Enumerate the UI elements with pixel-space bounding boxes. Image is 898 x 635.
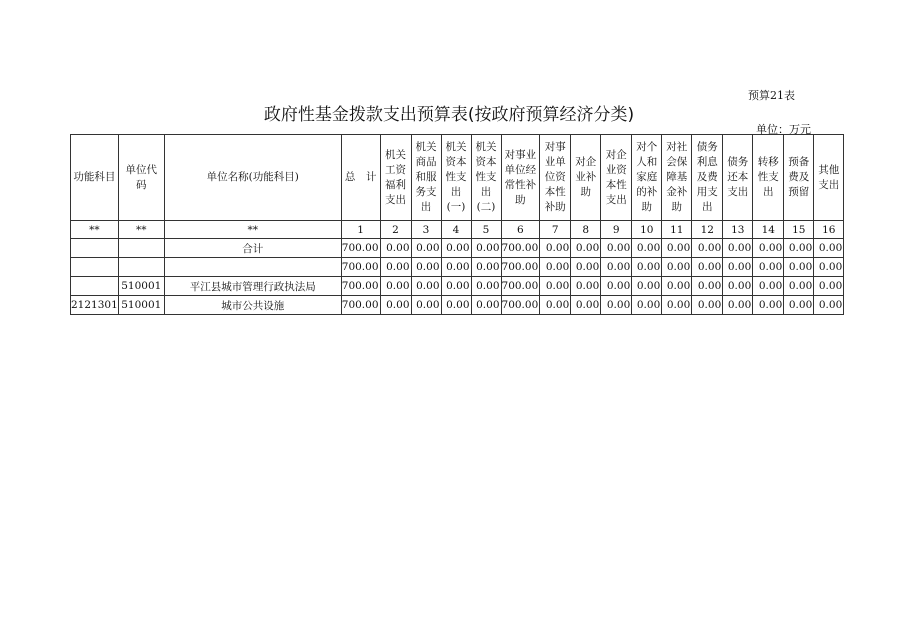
index-cell: 12 <box>692 221 723 239</box>
unit-name-cell: 城市公共设施 <box>164 296 341 315</box>
value-cell: 0.00 <box>601 296 632 315</box>
value-cell: 700.00 <box>341 296 380 315</box>
header-cell: 总 计 <box>341 135 380 221</box>
value-cell: 0.00 <box>662 239 692 258</box>
value-cell: 0.00 <box>662 258 692 277</box>
table-row <box>71 239 844 258</box>
value-cell: 0.00 <box>662 277 692 296</box>
header-cell: 单位代码 <box>118 135 164 221</box>
func-code-cell: 2121301 <box>71 296 119 315</box>
value-cell: 0.00 <box>471 277 501 296</box>
header-cell: 对事业单位经常性补助 <box>501 135 540 221</box>
header-cell: 对社会保障基金补助 <box>662 135 692 221</box>
value-cell: 0.00 <box>723 258 753 277</box>
value-cell: 0.00 <box>380 277 411 296</box>
unit-name-cell: 平江县城市管理行政执法局 <box>164 277 341 296</box>
index-cell: 13 <box>723 221 753 239</box>
value-cell: 700.00 <box>501 296 540 315</box>
value-cell: 0.00 <box>380 296 411 315</box>
index-cell: 4 <box>441 221 471 239</box>
header-cell: 对个人和家庭的补助 <box>632 135 662 221</box>
index-cell: ** <box>164 221 341 239</box>
func-code-cell <box>71 239 119 258</box>
unit-code-cell: 510001 <box>118 277 164 296</box>
value-cell: 0.00 <box>441 239 471 258</box>
value-cell: 0.00 <box>784 277 814 296</box>
header-cell: 转移性支出 <box>753 135 784 221</box>
index-cell: 10 <box>632 221 662 239</box>
value-cell: 0.00 <box>571 296 601 315</box>
index-cell: 7 <box>540 221 571 239</box>
header-cell: 债务利息及费用支出 <box>692 135 723 221</box>
header-cell: 机关资本性支出(二) <box>471 135 501 221</box>
value-cell: 0.00 <box>540 296 571 315</box>
value-cell: 700.00 <box>341 277 380 296</box>
value-cell: 0.00 <box>784 258 814 277</box>
value-cell: 0.00 <box>784 296 814 315</box>
index-row <box>71 221 844 239</box>
value-cell: 0.00 <box>814 296 844 315</box>
table-row <box>71 277 844 296</box>
value-cell: 0.00 <box>411 258 441 277</box>
unit-name-cell <box>164 258 341 277</box>
value-cell: 700.00 <box>341 258 380 277</box>
func-code-cell <box>71 258 119 277</box>
form-number: 预算21表 <box>748 89 795 102</box>
value-cell: 0.00 <box>632 258 662 277</box>
header-cell: 对企业资本性支出 <box>601 135 632 221</box>
value-cell: 0.00 <box>540 277 571 296</box>
value-cell: 0.00 <box>753 258 784 277</box>
func-code-cell <box>71 277 119 296</box>
unit-code-cell <box>118 239 164 258</box>
unit-label: 单位：万元 <box>756 123 811 136</box>
value-cell: 0.00 <box>632 277 662 296</box>
value-cell: 0.00 <box>441 296 471 315</box>
index-cell: 1 <box>341 221 380 239</box>
index-cell: 16 <box>814 221 844 239</box>
header-cell: 机关工资福利支出 <box>380 135 411 221</box>
header-cell: 对事业单位资本性补助 <box>540 135 571 221</box>
value-cell: 0.00 <box>411 239 441 258</box>
value-cell: 0.00 <box>540 239 571 258</box>
value-cell: 0.00 <box>411 277 441 296</box>
page-title: 政府性基金拨款支出预算表(按政府预算经济分类) <box>263 105 635 125</box>
value-cell: 0.00 <box>540 258 571 277</box>
value-cell: 0.00 <box>380 239 411 258</box>
value-cell: 0.00 <box>784 239 814 258</box>
index-cell: 6 <box>501 221 540 239</box>
value-cell: 0.00 <box>692 296 723 315</box>
value-cell: 0.00 <box>441 258 471 277</box>
value-cell: 0.00 <box>814 277 844 296</box>
header-cell: 机关资本性支出(一) <box>441 135 471 221</box>
budget-table <box>70 134 844 315</box>
value-cell: 0.00 <box>692 277 723 296</box>
value-cell: 0.00 <box>692 239 723 258</box>
index-cell: 11 <box>662 221 692 239</box>
index-cell: 15 <box>784 221 814 239</box>
value-cell: 0.00 <box>662 296 692 315</box>
header-cell: 债务还本支出 <box>723 135 753 221</box>
value-cell: 0.00 <box>571 277 601 296</box>
value-cell: 0.00 <box>601 239 632 258</box>
value-cell: 0.00 <box>753 277 784 296</box>
header-cell: 机关商品和服务支出 <box>411 135 441 221</box>
header-row <box>71 135 844 221</box>
header-cell: 功能科目 <box>71 135 119 221</box>
value-cell: 0.00 <box>571 258 601 277</box>
header-cell: 对企业补助 <box>571 135 601 221</box>
table-row <box>71 258 844 277</box>
value-cell: 0.00 <box>411 296 441 315</box>
value-cell: 0.00 <box>571 239 601 258</box>
unit-code-cell <box>118 258 164 277</box>
value-cell: 0.00 <box>632 296 662 315</box>
value-cell: 0.00 <box>380 258 411 277</box>
index-cell: 14 <box>753 221 784 239</box>
header-cell: 其他支出 <box>814 135 844 221</box>
value-cell: 0.00 <box>723 296 753 315</box>
value-cell: 0.00 <box>753 296 784 315</box>
index-cell: 9 <box>601 221 632 239</box>
value-cell: 0.00 <box>471 296 501 315</box>
value-cell: 0.00 <box>723 277 753 296</box>
value-cell: 0.00 <box>471 258 501 277</box>
index-cell: 2 <box>380 221 411 239</box>
index-cell: 5 <box>471 221 501 239</box>
value-cell: 0.00 <box>632 239 662 258</box>
value-cell: 0.00 <box>814 258 844 277</box>
value-cell: 0.00 <box>601 277 632 296</box>
value-cell: 0.00 <box>441 277 471 296</box>
index-cell: 3 <box>411 221 441 239</box>
index-cell: ** <box>71 221 119 239</box>
value-cell: 700.00 <box>501 258 540 277</box>
unit-code-cell: 510001 <box>118 296 164 315</box>
table-row <box>71 296 844 315</box>
value-cell: 0.00 <box>753 239 784 258</box>
value-cell: 0.00 <box>814 239 844 258</box>
value-cell: 700.00 <box>501 277 540 296</box>
index-cell: ** <box>118 221 164 239</box>
value-cell: 0.00 <box>601 258 632 277</box>
header-cell: 单位名称(功能科目) <box>164 135 341 221</box>
value-cell: 0.00 <box>723 239 753 258</box>
value-cell: 700.00 <box>341 239 380 258</box>
index-cell: 8 <box>571 221 601 239</box>
unit-name-cell: 合计 <box>164 239 341 258</box>
header-cell: 预备费及预留 <box>784 135 814 221</box>
value-cell: 0.00 <box>692 258 723 277</box>
value-cell: 700.00 <box>501 239 540 258</box>
value-cell: 0.00 <box>471 239 501 258</box>
